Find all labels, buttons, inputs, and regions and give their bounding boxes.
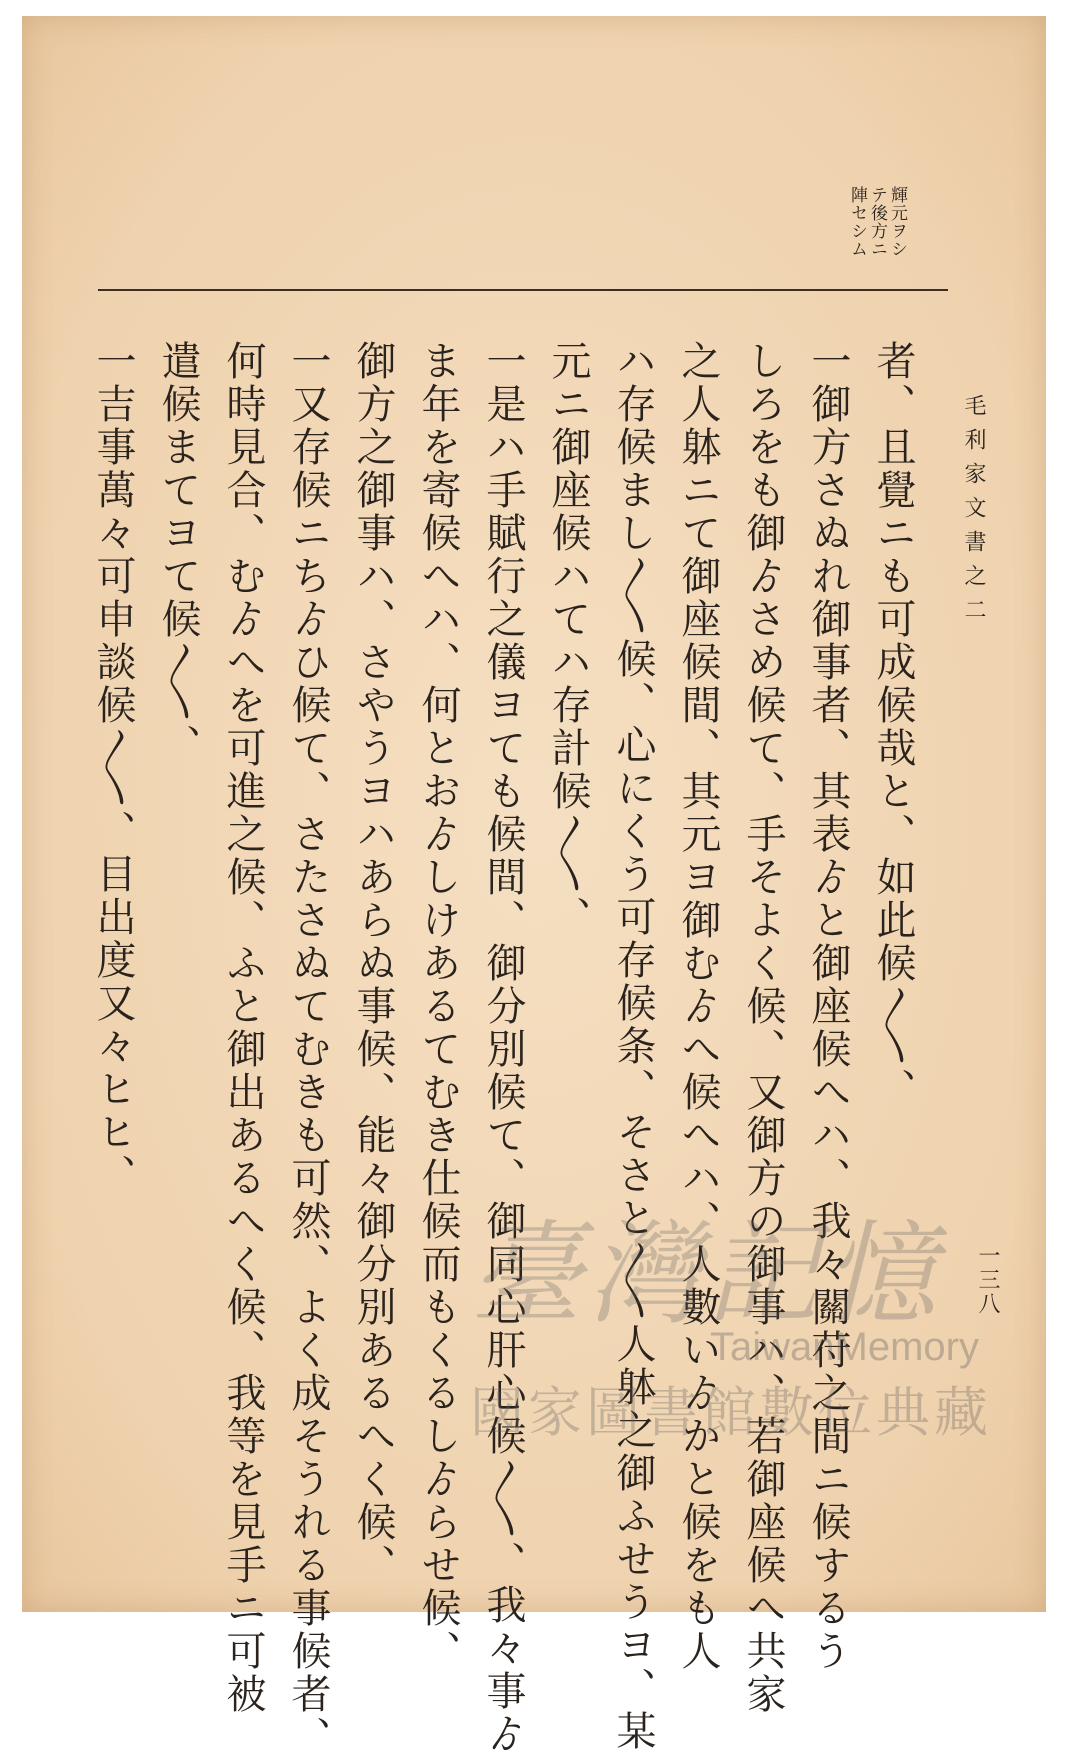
- body-text-line: ハ存候まし〱候、心にくう可存候条、そさと〱人躰之御ふせうヨ、某: [610, 340, 656, 1753]
- body-text-line: 何時見合、むゟへを可進之候、ふと御出あるへく候、我等を見手ニ可被: [220, 340, 266, 1716]
- body-text-line: 遣候まてヨて候〱、: [155, 340, 201, 767]
- marginal-note-line: テ後方ニ: [867, 186, 887, 258]
- body-text-line: 一吉事萬々可申談候〱、目出度又々ヒヒ、: [90, 340, 136, 1197]
- watermark-english: TaiwanMemory: [710, 1325, 979, 1369]
- marginal-note-line: 輝元ヲシ: [887, 186, 907, 258]
- body-text-line: 御方之御事ハ、さやうヨハあらぬ事候、能々御分別あるへく候、: [350, 340, 396, 1587]
- page-header-title: 毛利家文書之二: [961, 394, 986, 632]
- body-text-line: ま年を寄候へハ、何とおゟしけあるてむき仕候而もくるしゟらせ候、: [415, 340, 461, 1673]
- page-number: 一三八: [975, 1244, 1000, 1316]
- watermark-calligraphy: 臺灣記憶: [470, 1210, 942, 1340]
- watermark-chinese: 國家圖書館數位典藏: [470, 1381, 992, 1444]
- body-text-line: 之人躰ニて御座候間、其元ヨ御むゟへ候へハ、人數いゟかと候をも人: [675, 340, 721, 1673]
- body-text-line: しろをも御ゟさめ候て、手そよく候、又御方の御事ハ、若御座候へ共家: [740, 340, 786, 1716]
- horizontal-rule: [98, 289, 948, 291]
- body-text-line: 一是ハ手賦行之儀ヨても候間、御分別候て、御同心肝心候〱、我々事ゟ: [480, 340, 526, 1756]
- body-text-line: 一御方さぬれ御事者、其表ゟと御座候へハ、我々關苻之間ニ候するう: [805, 340, 851, 1673]
- marginal-note-line: 陣セシム: [847, 186, 867, 258]
- body-text-line: 者、且覺ニも可成候哉と、如此候〱、: [870, 340, 916, 1111]
- body-text-line: 元ニ御座候ハてハ存計候〱、: [545, 340, 591, 939]
- body-text-line: 一又存候ニちゟひ候て、さたさぬてむきも可然、よく成そうれる事候者、: [285, 340, 331, 1759]
